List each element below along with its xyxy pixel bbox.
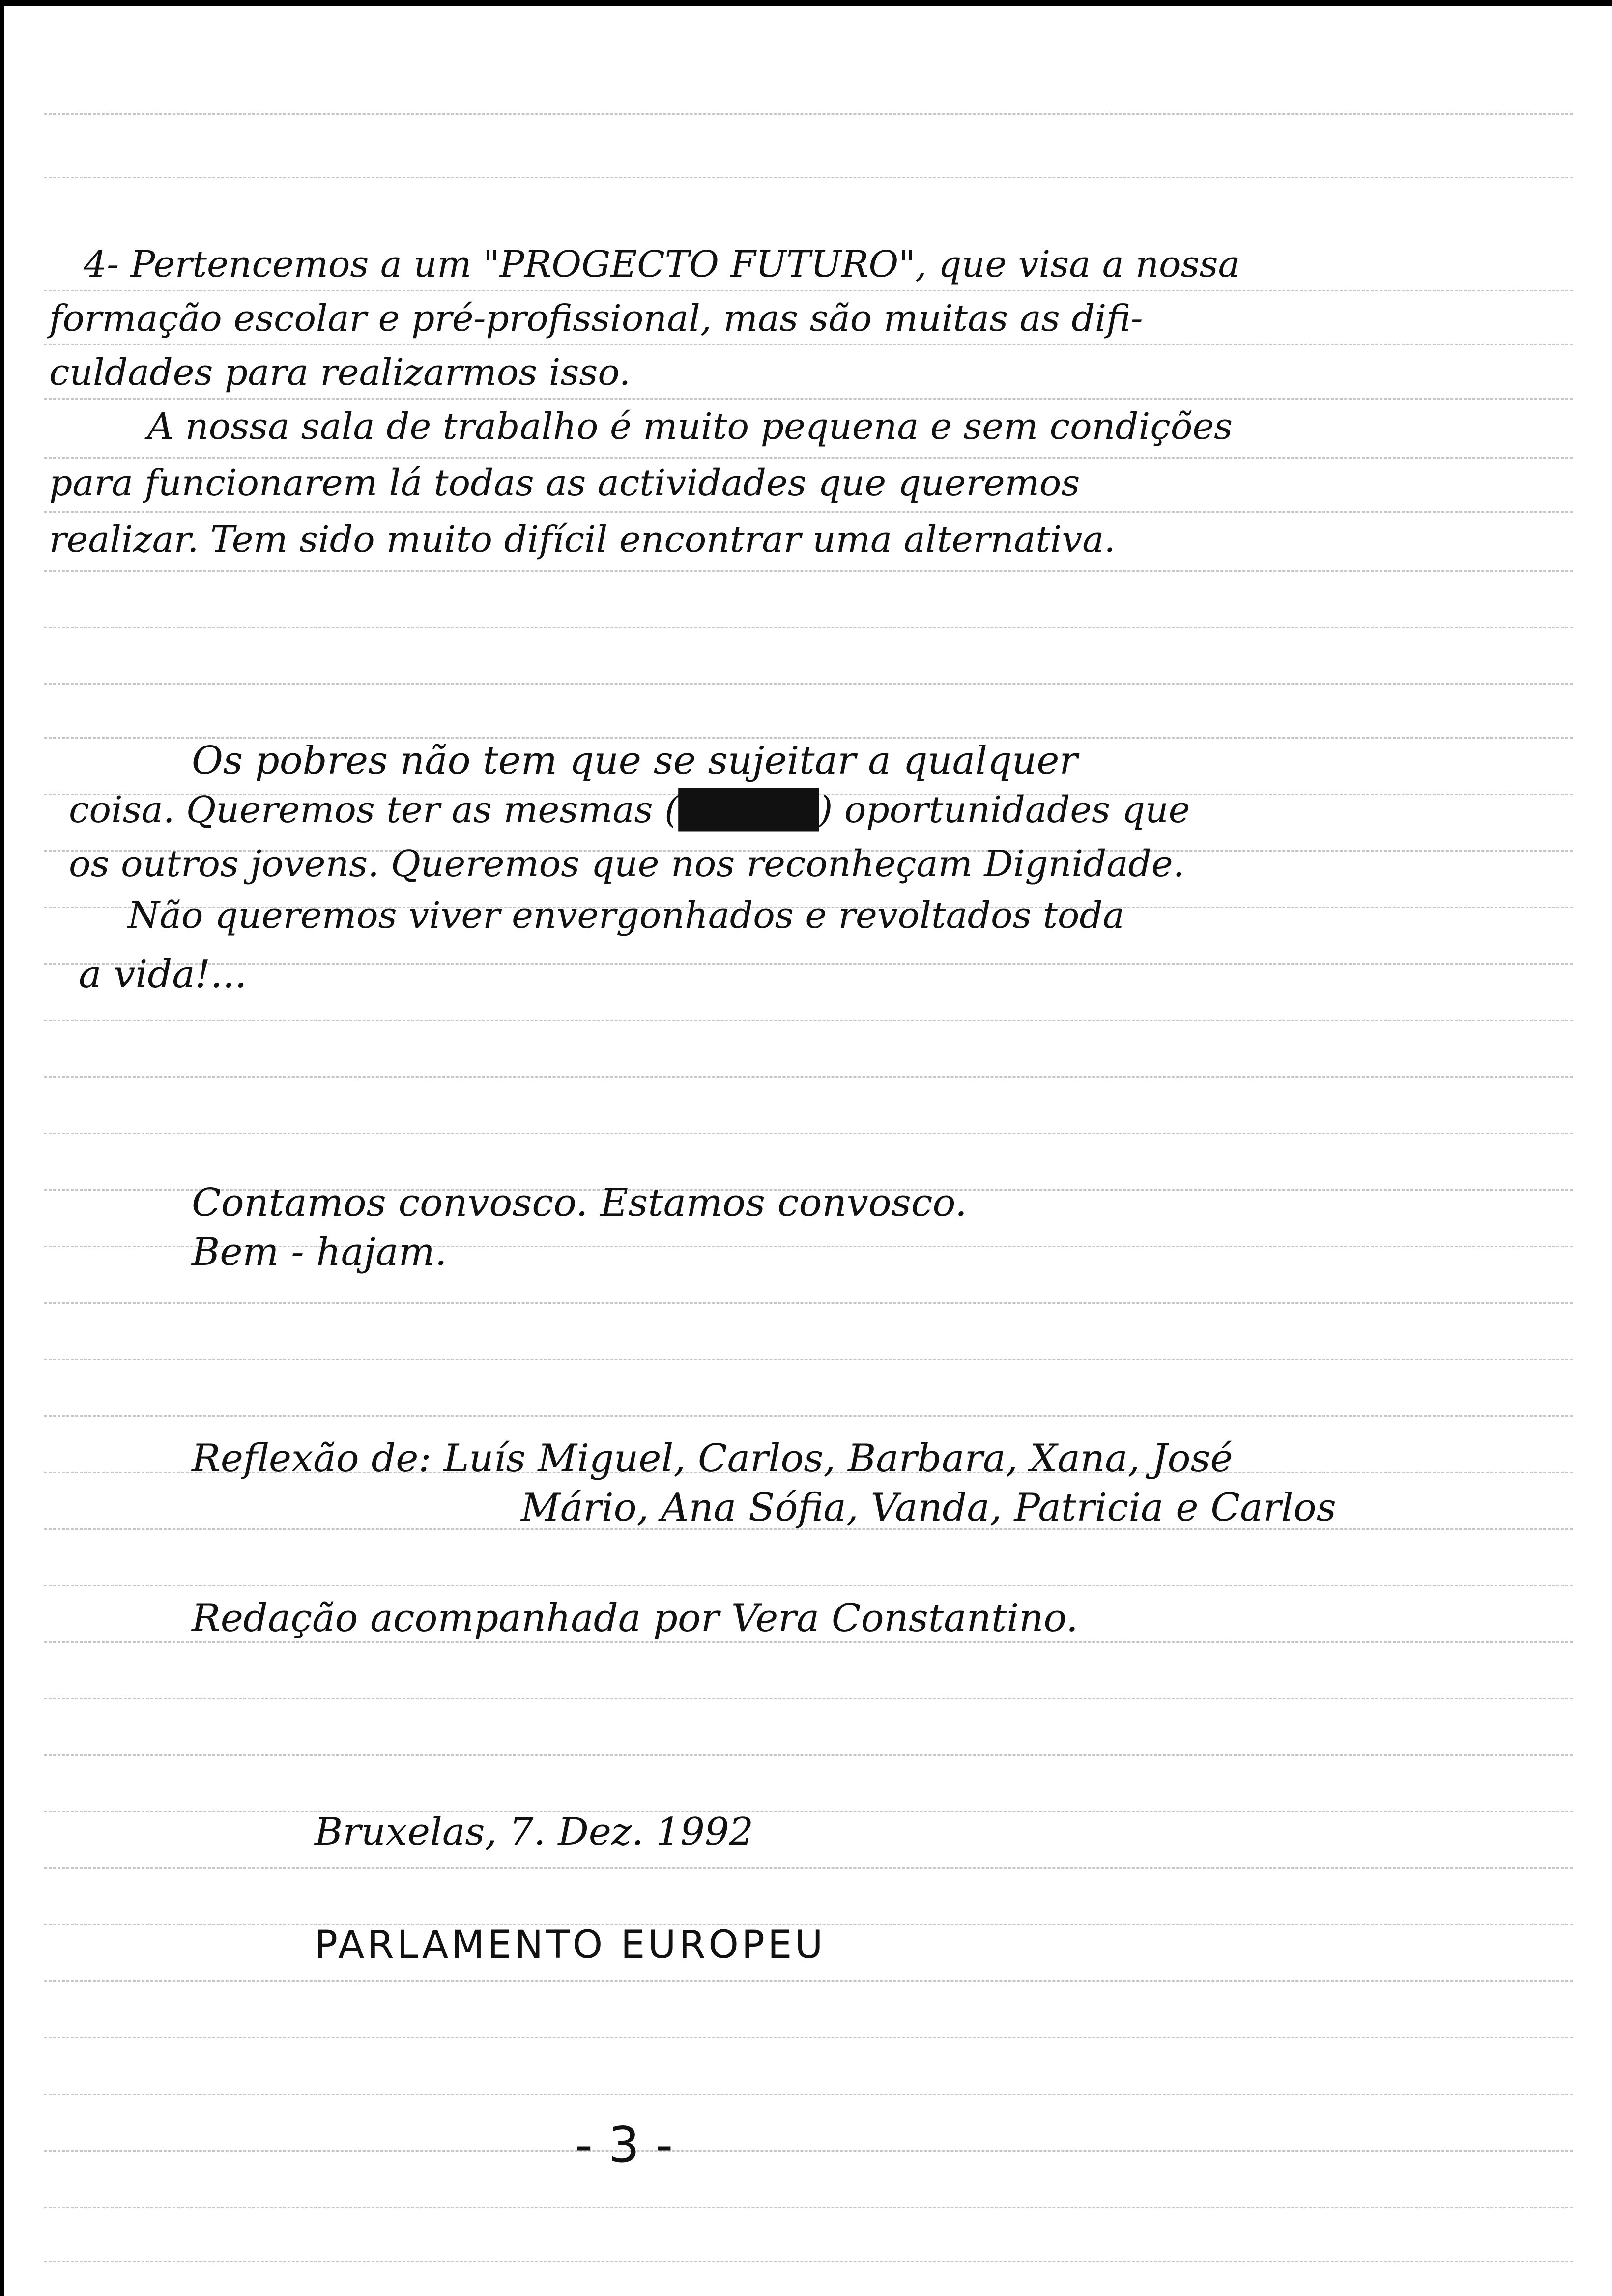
ruled-line [44, 1585, 1573, 1586]
ruled-line [44, 683, 1573, 685]
reflection-line-1: Reflexão de: Luís Miguel, Carlos, Barbara, Xana, José [192, 1436, 1233, 1481]
ruled-line [44, 457, 1573, 459]
ruled-line [44, 1302, 1573, 1304]
ruled-line [44, 1698, 1573, 1699]
ruled-line [44, 1076, 1573, 1078]
redaction-line: Redação acompanhada por Vera Constantino. [192, 1596, 1078, 1640]
ruled-line [44, 1811, 1573, 1812]
ruled-line [44, 1133, 1573, 1134]
paragraph-4-line-3: culdades para realizarmos isso. [49, 351, 631, 394]
ruled-line [44, 2094, 1573, 2095]
ruled-line [44, 2150, 1573, 2152]
ruled-line [44, 290, 1573, 291]
closing-line-1: Contamos convosco. Estamos convosco. [192, 1181, 967, 1225]
ruled-line [44, 2261, 1573, 2262]
place-date: Bruxelas, 7. Dez. 1992 [315, 1810, 754, 1854]
paragraph-poor-line-1: Os pobres não tem que se sujeitar a qualquer [192, 739, 1078, 783]
ruled-line [44, 344, 1573, 345]
ruled-line [44, 1980, 1573, 1982]
paragraph-poor-line-4: Não queremos viver envergonhados e revoltados toda [128, 894, 1124, 937]
paragraph-4-line-4: A nossa sala de trabalho é muito pequena e sem condições [147, 405, 1233, 448]
paragraph-4-line-6: realizar. Tem sido muito difícil encontrar uma alternativa. [49, 518, 1116, 561]
paragraph-poor-line-2: coisa. Queremos ter as mesmas (█████) oportunidades que [69, 789, 1190, 831]
ruled-line [44, 398, 1573, 400]
paragraph-poor-line-5: a vida!... [79, 952, 247, 997]
ruled-line [44, 1415, 1573, 1417]
ruled-line [44, 963, 1573, 965]
ruled-line [44, 177, 1573, 178]
ruled-line [44, 1754, 1573, 1756]
paragraph-4-line-1: 4- Pertencemos a um "PROGECTO FUTURO", que visa a nossa [84, 243, 1240, 286]
closing-line-2: Bem - hajam. [192, 1230, 447, 1274]
paragraph-4-line-2: formação escolar e pré-profissional, mas são muitas as difi- [49, 297, 1143, 340]
ruled-line [44, 627, 1573, 628]
ruled-line [44, 113, 1573, 115]
paragraph-poor-line-3: os outros jovens. Queremos que nos reconheçam Dignidade. [69, 843, 1185, 885]
paragraph-4-line-5: para funcionarem lá todas as actividades que queremos [49, 462, 1080, 504]
ruled-line [44, 570, 1573, 572]
ruled-line [44, 1359, 1573, 1360]
institution-name: PARLAMENTO EUROPEU [315, 1923, 826, 1967]
ruled-line [44, 2207, 1573, 2208]
ruled-line [44, 1867, 1573, 1869]
ruled-line [44, 511, 1573, 513]
ruled-line [44, 2037, 1573, 2038]
page-number: - 3 - [575, 2116, 673, 2174]
reflection-line-2: Mário, Ana Sófia, Vanda, Patricia e Carlos [521, 1486, 1336, 1530]
ruled-line [44, 1020, 1573, 1021]
